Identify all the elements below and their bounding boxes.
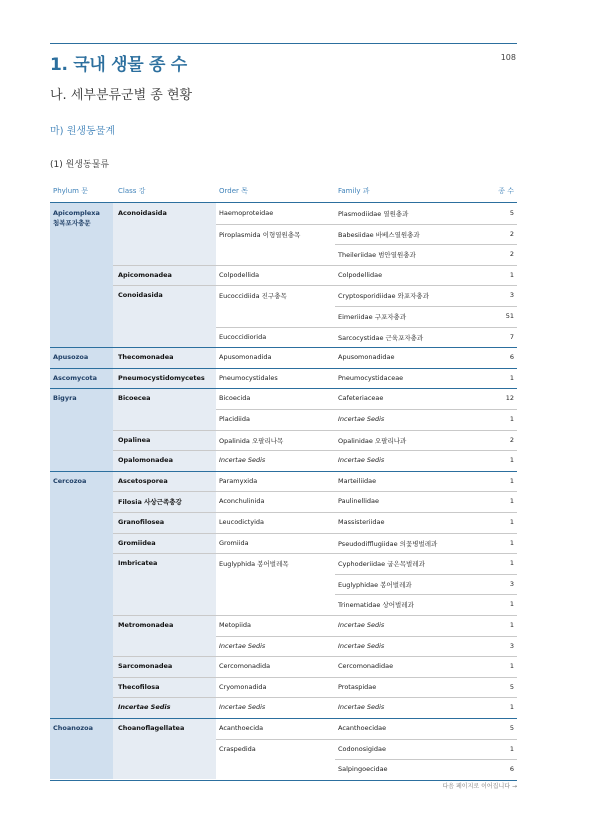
order-cell: Incertae Sedis bbox=[219, 641, 266, 650]
class-divider bbox=[113, 512, 517, 513]
header-count: 종 수 bbox=[498, 187, 514, 195]
species-count: 1 bbox=[509, 497, 514, 506]
species-count: 1 bbox=[509, 744, 514, 753]
family-cell: Incertae Sedis bbox=[338, 641, 385, 650]
family-cell: Codonosigidae bbox=[338, 744, 386, 753]
family-cell: Incertae Sedis bbox=[338, 703, 385, 712]
species-count: 1 bbox=[509, 518, 514, 526]
class-cell: Metromonadea bbox=[118, 621, 174, 629]
header-phylum: Phylum 문 bbox=[53, 187, 88, 195]
phylum-label: Choanozoa bbox=[53, 724, 93, 732]
phylum-label-kr: 첨복포자충문 bbox=[53, 219, 91, 227]
order-divider bbox=[216, 224, 517, 225]
order-cell: Pneumocystidales bbox=[219, 373, 278, 382]
family-cell: Cercomonadidae bbox=[338, 662, 394, 671]
species-count: 3 bbox=[509, 641, 514, 650]
class-cell: Imbricatea bbox=[118, 559, 158, 568]
order-cell: Aconchulinida bbox=[219, 497, 265, 506]
species-count: 6 bbox=[509, 765, 514, 774]
phylum-column-bg bbox=[50, 203, 113, 779]
species-count: 1 bbox=[509, 559, 514, 568]
class-cell: Sarcomonadea bbox=[118, 662, 173, 671]
group-divider bbox=[50, 388, 517, 389]
class-cell: Incertae Sedis bbox=[118, 703, 171, 712]
order-cell: Metopiida bbox=[219, 621, 251, 629]
order-cell: Placidiida bbox=[219, 415, 250, 423]
class-divider bbox=[113, 656, 517, 657]
species-count: 1 bbox=[509, 662, 514, 671]
header-family: Family 과 bbox=[338, 187, 370, 195]
species-count: 6 bbox=[509, 353, 514, 362]
phylum-label: Bigyra bbox=[53, 394, 77, 403]
family-cell: Apusomonadidae bbox=[338, 353, 395, 362]
family-cell: Pneumocystidaceae bbox=[338, 373, 404, 382]
order-cell: Cercomonadida bbox=[219, 662, 271, 671]
class-cell: Opalomonadea bbox=[118, 456, 173, 465]
continued-note: 다음 페이지로 이어집니다 → bbox=[442, 783, 517, 790]
species-count: 5 bbox=[509, 724, 514, 732]
species-count: 2 bbox=[509, 229, 514, 238]
order-cell: Piroplasmida 이형열원충목 bbox=[219, 230, 301, 239]
class-divider bbox=[113, 677, 517, 678]
species-count: 2 bbox=[509, 250, 514, 259]
group-divider bbox=[50, 718, 517, 719]
species-count: 5 bbox=[509, 209, 514, 217]
species-count: 12 bbox=[505, 394, 514, 403]
order-cell: Craspedida bbox=[219, 744, 256, 753]
family-cell: Protaspidae bbox=[338, 682, 377, 691]
family-cell: Incertae Sedis bbox=[338, 621, 385, 629]
class-divider bbox=[113, 697, 517, 698]
order-cell: Leucodictyida bbox=[219, 518, 264, 526]
family-cell: Cafeteriaceae bbox=[338, 394, 384, 403]
family-cell: Cryptosporidiidae 와포자충과 bbox=[338, 292, 429, 301]
family-cell: Salpingoecidae bbox=[338, 765, 388, 774]
order-cell: Paramyxida bbox=[219, 476, 258, 485]
species-count: 1 bbox=[509, 415, 514, 423]
group-divider bbox=[50, 368, 517, 369]
family-cell: Trinematidae 상어벌레과 bbox=[338, 601, 414, 610]
species-count: 1 bbox=[509, 621, 514, 629]
class-divider bbox=[113, 265, 517, 266]
order-cell: Eucoccidiida 진구충목 bbox=[219, 292, 287, 301]
class-cell: Bicoecea bbox=[118, 394, 151, 403]
species-count: 3 bbox=[509, 579, 514, 588]
section-heading: 마) 원생동물계 bbox=[50, 126, 116, 137]
class-cell: Filosia 사상근족충강 bbox=[118, 498, 182, 507]
order-cell: Apusomonadida bbox=[219, 353, 272, 362]
species-count: 1 bbox=[509, 373, 514, 382]
order-cell: Euglyphida 봉어벌레목 bbox=[219, 560, 289, 569]
order-divider bbox=[216, 636, 517, 637]
order-cell: Incertae Sedis bbox=[219, 703, 266, 712]
family-cell: Paulinellidae bbox=[338, 497, 379, 506]
class-divider bbox=[113, 450, 517, 451]
species-count: 1 bbox=[509, 703, 514, 712]
class-divider bbox=[113, 430, 517, 431]
family-cell: Colpodellidae bbox=[338, 270, 383, 279]
header-order: Order 목 bbox=[219, 187, 248, 195]
family-cell: Acanthoecidae bbox=[338, 724, 387, 732]
family-cell: Pseudodifflugiidae 의꽃병벌레과 bbox=[338, 539, 438, 548]
table-header bbox=[50, 182, 517, 203]
order-cell: Acanthoecida bbox=[219, 724, 264, 732]
species-table bbox=[50, 203, 517, 779]
order-cell: Opalinida 오팔리나목 bbox=[219, 436, 284, 445]
class-cell: Ascetosporea bbox=[118, 476, 168, 485]
species-count: 3 bbox=[509, 291, 514, 300]
class-divider bbox=[113, 533, 517, 534]
species-count: 1 bbox=[509, 270, 514, 279]
species-count: 1 bbox=[509, 600, 514, 609]
family-divider bbox=[335, 759, 517, 760]
class-cell: Opalinea bbox=[118, 435, 151, 444]
order-cell: Haemoproteidae bbox=[219, 209, 274, 217]
subsection-heading: (1) 원생동물류 bbox=[50, 160, 110, 170]
order-cell: Incertae Sedis bbox=[219, 456, 266, 465]
species-count: 1 bbox=[509, 456, 514, 465]
phylum-label: Apicomplexa bbox=[53, 209, 100, 217]
family-cell: Massisteriidae bbox=[338, 518, 385, 526]
order-cell: Eucoccidiorida bbox=[219, 332, 267, 341]
order-divider bbox=[216, 327, 517, 328]
class-cell: Choanoflagellatea bbox=[118, 724, 185, 732]
family-divider bbox=[335, 574, 517, 575]
class-cell: Thecomonadea bbox=[118, 353, 174, 362]
class-divider bbox=[113, 285, 517, 286]
header-class: Class 강 bbox=[118, 187, 146, 195]
family-cell: Incertae Sedis bbox=[338, 456, 385, 465]
top-rule bbox=[50, 43, 517, 44]
family-divider bbox=[335, 244, 517, 245]
class-cell: Pneumocystidomycetes bbox=[118, 373, 205, 382]
species-count: 2 bbox=[509, 435, 514, 444]
group-divider bbox=[50, 471, 517, 472]
page-number: 108 bbox=[500, 53, 516, 62]
group-divider bbox=[50, 347, 517, 348]
class-cell: Apicomonadea bbox=[118, 270, 172, 279]
page-title: 1. 국내 생물 종 수 bbox=[50, 55, 187, 75]
family-cell: Cyphoderiidae 굽은목벌레과 bbox=[338, 560, 425, 569]
class-divider bbox=[113, 491, 517, 492]
family-cell: Eimeriidae 구포자충과 bbox=[338, 313, 407, 321]
order-cell: Bicoecida bbox=[219, 394, 251, 403]
order-divider bbox=[216, 409, 517, 410]
species-count: 7 bbox=[509, 332, 514, 341]
phylum-label: Ascomycota bbox=[53, 373, 98, 382]
class-cell: Gromiidea bbox=[118, 538, 156, 547]
class-divider bbox=[113, 553, 517, 554]
family-cell: Plasmodiidae 열원충과 bbox=[338, 210, 409, 218]
family-cell: Babesiidae 바베스열원충과 bbox=[338, 230, 420, 239]
order-cell: Cryomonadida bbox=[219, 682, 267, 691]
family-divider bbox=[335, 594, 517, 595]
family-cell: Marteiliidae bbox=[338, 476, 377, 485]
species-count: 5 bbox=[509, 682, 514, 691]
class-divider bbox=[113, 615, 517, 616]
phylum-label: Cercozoa bbox=[53, 476, 87, 485]
section-subtitle: 나. 세부분류군별 종 현황 bbox=[50, 88, 193, 103]
phylum-label: Apusozoa bbox=[53, 353, 89, 362]
order-divider bbox=[216, 739, 517, 740]
species-count: 1 bbox=[509, 538, 514, 547]
species-count: 1 bbox=[509, 476, 514, 485]
family-cell: Euglyphidae 봉어벌레과 bbox=[338, 580, 412, 589]
order-cell: Gromiida bbox=[219, 538, 249, 547]
class-cell: Aconoidasida bbox=[118, 209, 167, 217]
class-cell: Granofilosea bbox=[118, 518, 165, 526]
family-cell: Theileriidae 범안열원충과 bbox=[338, 251, 416, 260]
family-cell: Opalinidae 오팔리나과 bbox=[338, 436, 407, 445]
class-cell: Conoidasida bbox=[118, 291, 163, 300]
class-cell: Thecofilosa bbox=[118, 682, 160, 691]
family-cell: Incertae Sedis bbox=[338, 415, 385, 423]
species-count: 51 bbox=[505, 312, 514, 320]
family-cell: Sarcocystidae 근육포자충과 bbox=[338, 333, 424, 342]
order-cell: Colpodellida bbox=[219, 270, 260, 279]
family-divider bbox=[335, 306, 517, 307]
